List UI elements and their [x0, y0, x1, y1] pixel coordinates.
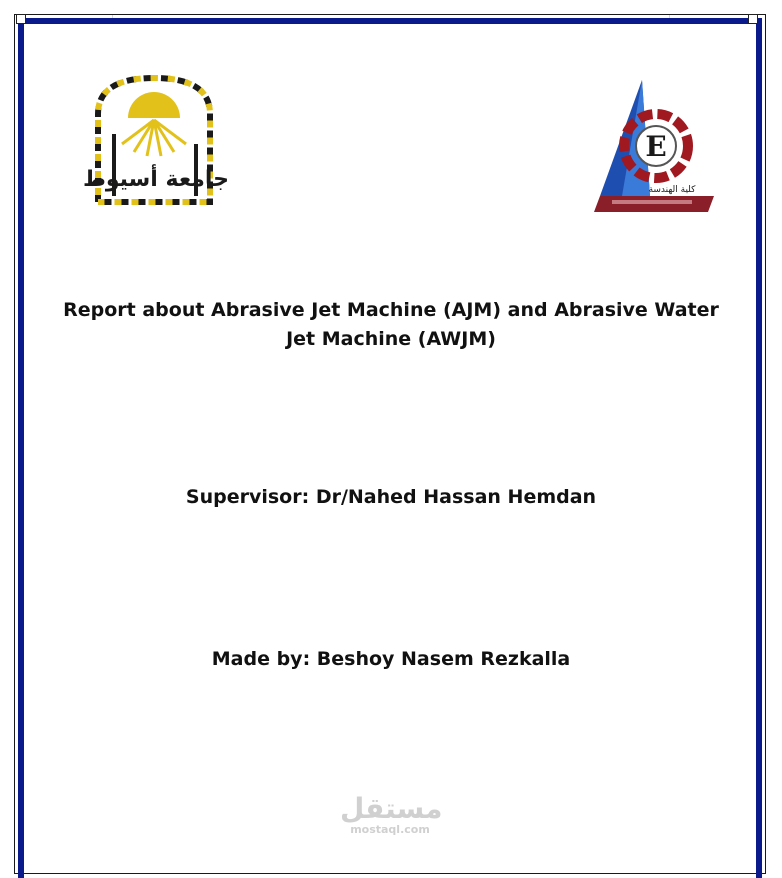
engineering-logo-letter: E — [645, 130, 667, 163]
top-left-corner-mark — [16, 14, 26, 24]
assiut-university-logo — [83, 74, 229, 206]
assiut-logo-icon — [83, 74, 229, 206]
engineering-logo-icon — [586, 78, 718, 216]
author-line: Made by: Beshoy Nasem Rezkalla — [211, 648, 571, 670]
watermark-latin: mostaql.com — [350, 823, 430, 836]
engineering-logo-text: كلية الهندسة — [648, 185, 696, 195]
supervisor-line: Supervisor: Dr/Nahed Hassan Hemdan — [185, 486, 597, 508]
faculty-of-engineering-logo — [586, 78, 718, 216]
report-title: Report about Abrasive Jet Machine (AJM) and Abrasive Water Jet Machine (AWJM) — [63, 299, 719, 350]
mostaql-watermark — [340, 792, 443, 836]
assiut-logo-text: جامعة أسيوط — [83, 167, 229, 192]
top-right-corner-mark — [748, 14, 758, 24]
watermark-arabic: مستقل — [340, 792, 443, 825]
